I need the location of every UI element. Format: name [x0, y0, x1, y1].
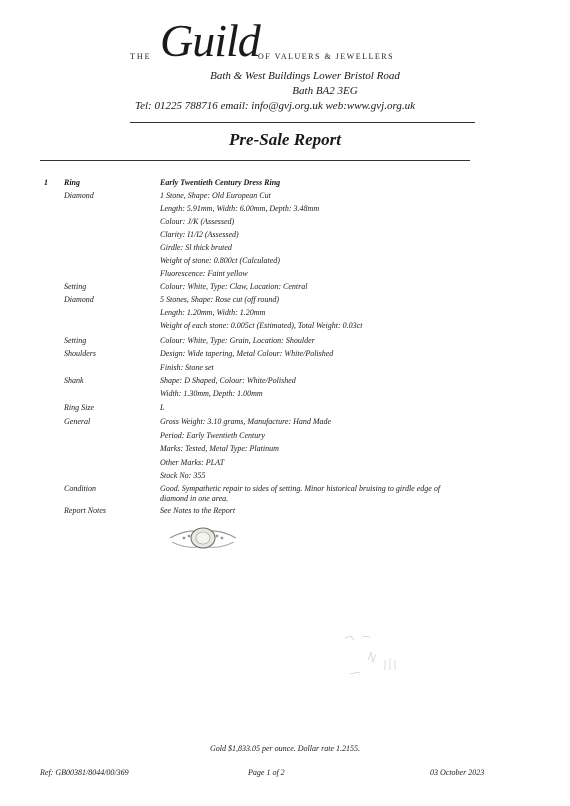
row-value: Colour: White, Type: Claw, Location: Central [160, 282, 308, 291]
page-title: Pre-Sale Report [229, 130, 341, 149]
row-label: Diamond [64, 191, 94, 200]
header-divider [130, 122, 475, 123]
contact-line: Tel: 01225 788716 email: info@gvj.org.uk web:www.gvj.org.uk [134, 100, 415, 112]
row-value: Gross Weight: 3.10 grams, Manufacture: Hand Made [160, 417, 332, 426]
letterhead-subtitle: OF VALUERS & JEWELLERS [258, 52, 395, 61]
row-label: Shank [64, 376, 84, 385]
letterhead [0, 0, 570, 120]
row-value: Girdle: Sl thick bruted [160, 243, 232, 252]
row-value: See Notes to the Report [160, 506, 236, 515]
row-value: Good. Sympathetic repair to sides of setting. Minor historical bruising to girdle edge of diamond in one area. [160, 484, 441, 503]
row-value: Weight of each stone: 0.005ct (Estimated), Total Weight: 0.03ct [160, 321, 363, 330]
gold-rate-note: Gold $1,833.05 per ounce. Dollar rate 1.2155. [210, 744, 360, 753]
reference-number: Ref: GB00381/8044/00/369 [40, 768, 129, 777]
row-value: 1 Stone, Shape: Old European Cut [160, 191, 271, 200]
row-value: Shape: D Shaped, Colour: White/Polished [160, 376, 296, 385]
row-label: Condition [64, 484, 97, 493]
title-divider [40, 160, 470, 161]
row-value: Clarity: I1/I2 (Assessed) [160, 230, 239, 239]
row-label: Ring [64, 178, 81, 187]
row-value: Length: 5.91mm, Width: 6.00mm, Depth: 3.48mm [160, 204, 320, 213]
row-label: Setting [64, 336, 87, 345]
row-value: Marks: Tested, Metal Type: Platinum [160, 444, 279, 453]
row-value: Finish: Stone set [160, 363, 214, 372]
row-value: Other Marks: PLAT [160, 458, 225, 467]
address-line-1: Bath & West Buildings Lower Bristol Road [210, 70, 400, 82]
letterhead-guild-logo: Guild [160, 15, 260, 66]
row-value: Weight of stone: 0.800ct (Calculated) [160, 256, 280, 265]
row-value: Length: 1.20mm, Width: 1.20mm [160, 308, 266, 317]
faint-stamp-marks [340, 630, 420, 680]
row-value: Period: Early Twentieth Century [160, 431, 265, 440]
row-value: Colour: White, Type: Grain, Location: Shoulder [160, 336, 315, 345]
ring-photo-thumbnail [168, 520, 238, 554]
row-label: Ring Size [64, 403, 94, 412]
row-value: Width: 1.30mm, Depth: 1.00mm [160, 389, 263, 398]
report-date: 03 October 2023 [430, 768, 485, 777]
item-number: 1 [44, 178, 48, 187]
letterhead-the: THE [130, 52, 152, 61]
row-value: Stock No: 355 [160, 471, 206, 480]
row-value: Colour: J/K (Assessed) [160, 217, 235, 226]
row-label: General [64, 417, 91, 426]
row-label: Report Notes [64, 506, 106, 515]
address-line-2: Bath BA2 3EG [292, 85, 358, 97]
row-value: 5 Stones, Shape: Rose cut (off round) [160, 295, 280, 304]
row-value: L [160, 403, 165, 412]
row-value: Design: Wide tapering, Metal Colour: White/Polished [160, 349, 334, 358]
row-label: Shoulders [64, 349, 96, 358]
row-label: Diamond [64, 295, 94, 304]
page-number: Page 1 of 2 [248, 768, 285, 777]
row-value: Fluorescence: Faint yellow [160, 269, 248, 278]
row-label: Setting [64, 282, 87, 291]
row-value: Early Twentieth Century Dress Ring [160, 178, 281, 187]
